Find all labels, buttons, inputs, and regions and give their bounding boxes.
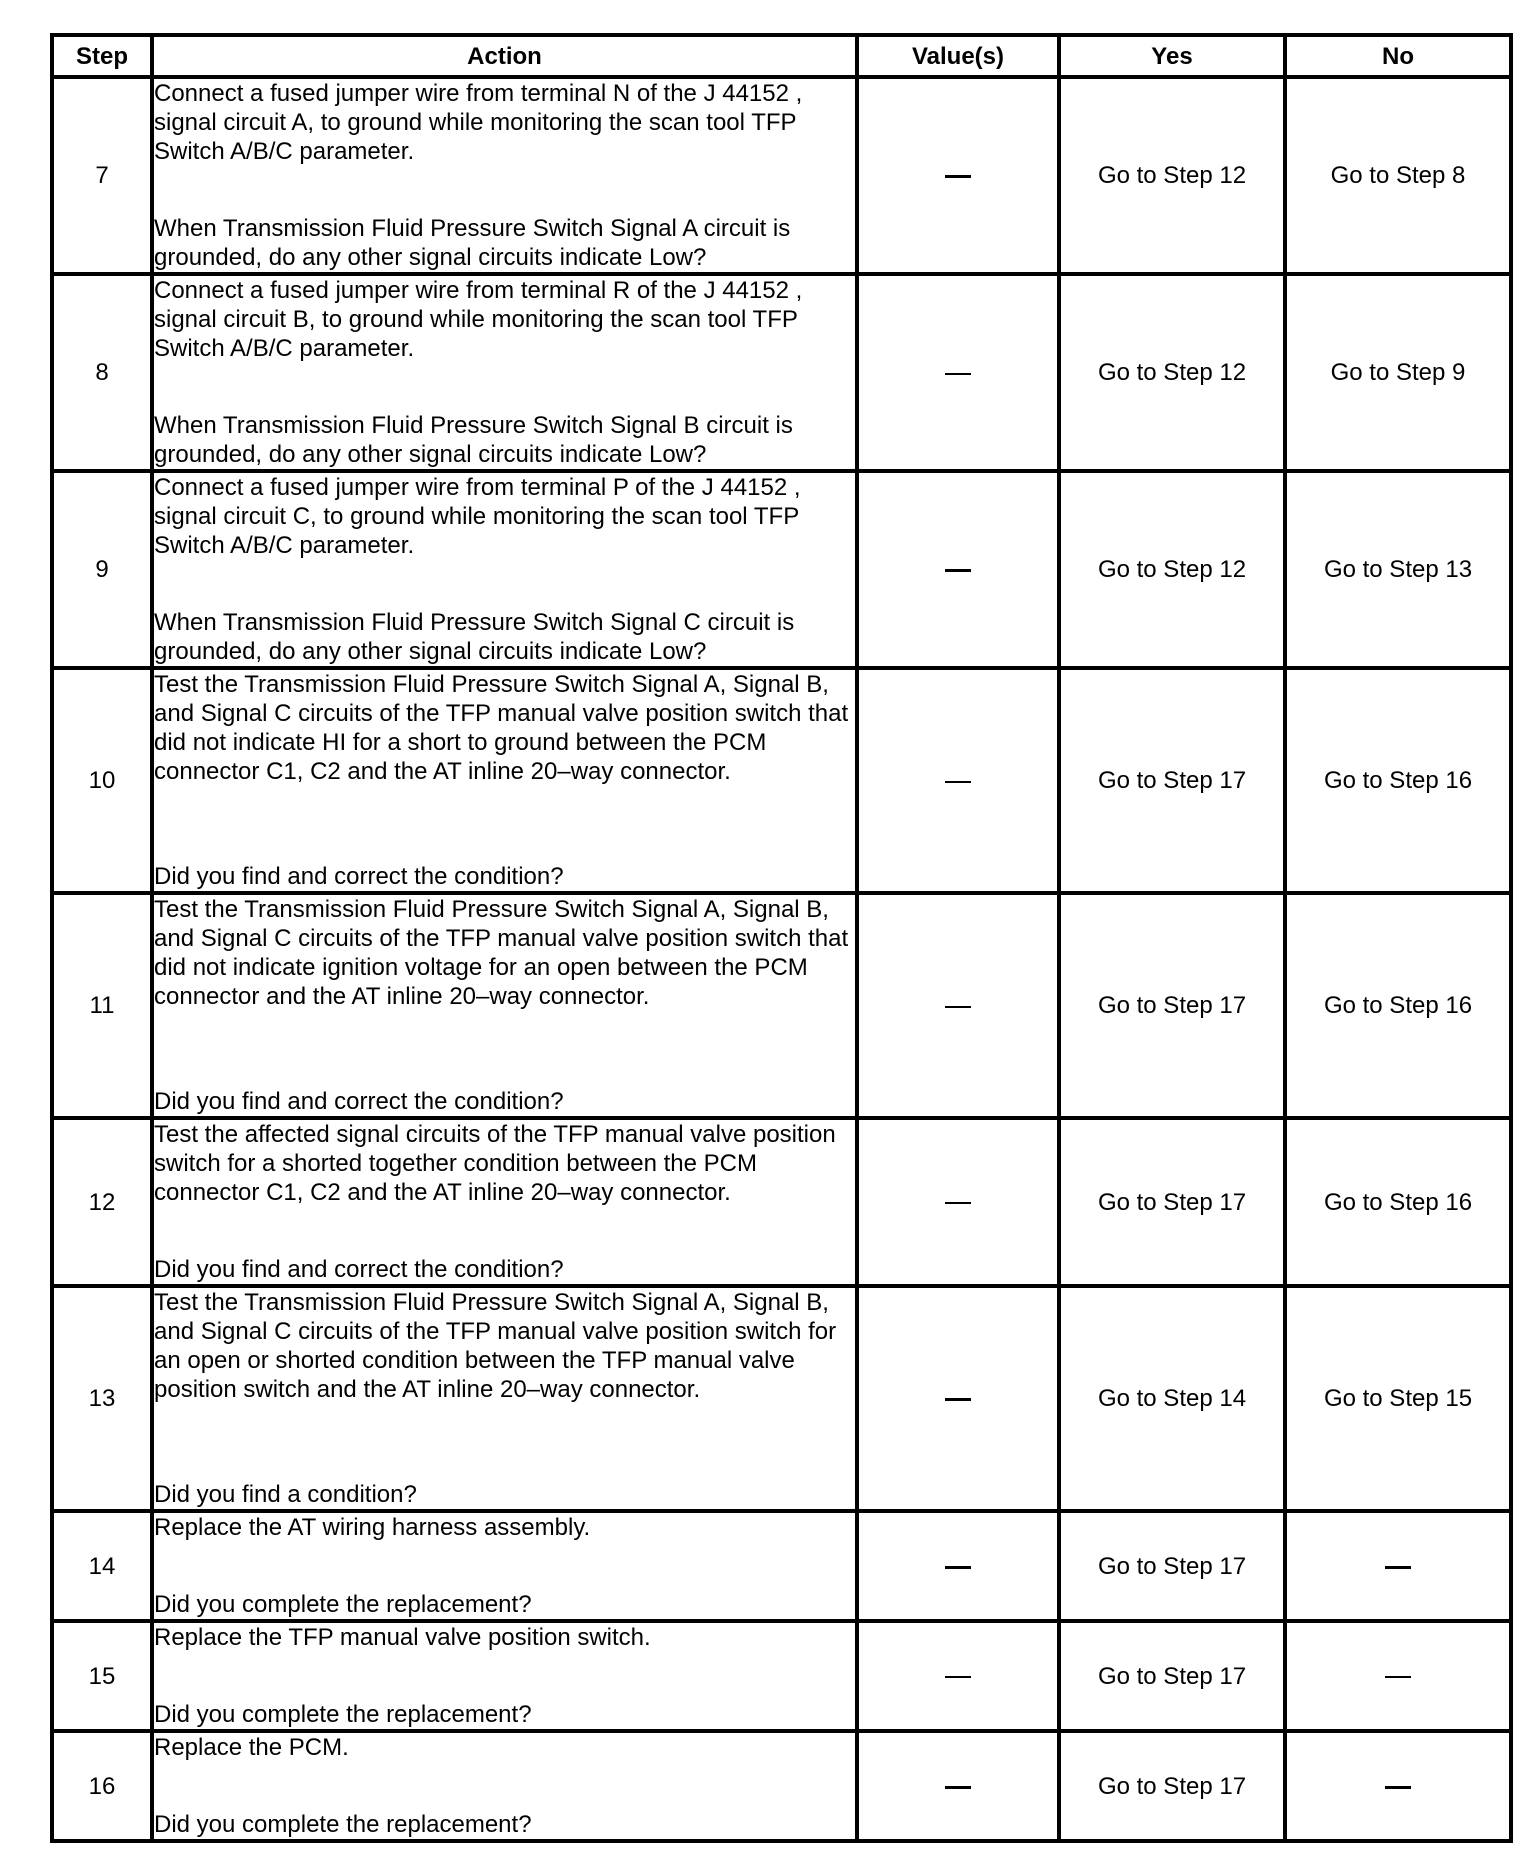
no-outcome: Go to Step 13 [1285,471,1511,668]
yes-outcome: Go to Step 17 [1059,893,1285,1118]
yes-outcome: Go to Step 12 [1059,77,1285,274]
action-instruction: Test the Transmission Fluid Pressure Switch Signal A, Signal B, and Signal C circuits of the TFP manual valve position switch for an open or shorted condition between the TFP manual valve position switch and the AT inline 20–way connector. [154,1289,843,1403]
value-cell [857,1118,1059,1286]
table-row [52,1286,1511,1511]
no-outcome: Go to Step 16 [1285,893,1511,1118]
diagnostic-steps-table [50,33,1513,1843]
action-cell [152,77,857,274]
action-question: Did you find a condition? [154,1481,417,1508]
action-question: When Transmission Fluid Pressure Switch Signal C circuit is grounded, do any other signal circuits indicate Low? [154,609,795,665]
step-number: 14 [52,1511,152,1621]
em-dash [945,373,971,375]
table-row [52,274,1511,471]
header-yes: Yes [1059,35,1285,77]
action-question: Did you complete the replacement? [154,1701,532,1728]
action-cell [152,1621,857,1731]
em-dash [945,1398,971,1401]
table-row [52,1621,1511,1731]
em-dash [945,1202,971,1204]
em-dash [945,1676,971,1678]
value-cell [857,274,1059,471]
action-question: Did you find and correct the condition? [154,1256,564,1283]
action-instruction: Test the Transmission Fluid Pressure Switch Signal A, Signal B, and Signal C circuits of the TFP manual valve position switch that did not indicate HI for a short to ground between the PCM connector C1, C2 and the AT inline 20–way connector. [154,671,855,785]
action-instruction: Replace the AT wiring harness assembly. [154,1514,591,1541]
table-row [52,1118,1511,1286]
table-row [52,1511,1511,1621]
yes-outcome: Go to Step 17 [1059,1621,1285,1731]
no-outcome: Go to Step 8 [1285,77,1511,274]
table-header-row [52,35,1511,77]
action-instruction: Test the Transmission Fluid Pressure Switch Signal A, Signal B, and Signal C circuits of the TFP manual valve position switch that did not indicate ignition voltage for an open between the PCM connector and the AT inline 20–way connector. [154,896,855,1010]
yes-outcome: Go to Step 14 [1059,1286,1285,1511]
action-question: Did you find and correct the condition? [154,863,564,890]
table-row [52,471,1511,668]
em-dash [1385,1566,1411,1569]
action-cell [152,1286,857,1511]
no-outcome: Go to Step 16 [1285,668,1511,893]
action-instruction: Replace the TFP manual valve position switch. [154,1624,651,1651]
yes-outcome: Go to Step 17 [1059,1118,1285,1286]
no-outcome [1285,1731,1511,1841]
yes-outcome: Go to Step 12 [1059,274,1285,471]
header-no: No [1285,35,1511,77]
no-outcome: Go to Step 9 [1285,274,1511,471]
action-cell [152,1118,857,1286]
step-number: 7 [52,77,152,274]
step-number: 16 [52,1731,152,1841]
no-outcome [1285,1621,1511,1731]
table-row [52,668,1511,893]
action-instruction: Connect a fused jumper wire from terminal N of the J 44152 , signal circuit A, to ground while monitoring the scan tool TFP Switch A/B/C parameter. [154,80,809,165]
action-cell [152,1511,857,1621]
step-number: 13 [52,1286,152,1511]
action-instruction: Test the affected signal circuits of the TFP manual valve position switch for a shorted together condition between the PCM connector C1, C2 and the AT inline 20–way connector. [154,1121,843,1206]
step-number: 12 [52,1118,152,1286]
step-number: 11 [52,893,152,1118]
value-cell [857,1731,1059,1841]
action-cell [152,1731,857,1841]
no-outcome [1285,1511,1511,1621]
action-question: Did you complete the replacement? [154,1811,532,1838]
step-number: 10 [52,668,152,893]
value-cell [857,1286,1059,1511]
yes-outcome: Go to Step 17 [1059,1731,1285,1841]
value-cell [857,471,1059,668]
action-question: When Transmission Fluid Pressure Switch Signal A circuit is grounded, do any other signal circuits indicate Low? [154,215,791,271]
em-dash [945,1786,971,1789]
action-instruction: Replace the PCM. [154,1734,349,1761]
action-cell [152,274,857,471]
table-row [52,1731,1511,1841]
value-cell [857,668,1059,893]
em-dash [1385,1786,1411,1789]
action-cell [152,471,857,668]
em-dash [945,1566,971,1569]
value-cell [857,77,1059,274]
header-values: Value(s) [857,35,1059,77]
step-number: 8 [52,274,152,471]
header-step: Step [52,35,152,77]
yes-outcome: Go to Step 17 [1059,668,1285,893]
em-dash [945,569,971,572]
value-cell [857,1511,1059,1621]
value-cell [857,893,1059,1118]
step-number: 9 [52,471,152,668]
no-outcome: Go to Step 16 [1285,1118,1511,1286]
header-action: Action [152,35,857,77]
yes-outcome: Go to Step 12 [1059,471,1285,668]
em-dash [945,175,971,178]
table-row [52,893,1511,1118]
em-dash [945,781,971,783]
action-cell [152,893,857,1118]
action-instruction: Connect a fused jumper wire from terminal P of the J 44152 , signal circuit C, to ground while monitoring the scan tool TFP Switch A/B/C parameter. [154,474,808,559]
action-question: Did you find and correct the condition? [154,1088,564,1115]
table-row [52,77,1511,274]
no-outcome: Go to Step 15 [1285,1286,1511,1511]
action-question: When Transmission Fluid Pressure Switch Signal B circuit is grounded, do any other signal circuits indicate Low? [154,412,793,468]
step-number: 15 [52,1621,152,1731]
em-dash [945,1006,971,1008]
action-cell [152,668,857,893]
action-question: Did you complete the replacement? [154,1591,532,1618]
action-instruction: Connect a fused jumper wire from terminal R of the J 44152 , signal circuit B, to ground while monitoring the scan tool TFP Switch A/B/C parameter. [154,277,809,362]
value-cell [857,1621,1059,1731]
yes-outcome: Go to Step 17 [1059,1511,1285,1621]
em-dash [1385,1676,1411,1678]
